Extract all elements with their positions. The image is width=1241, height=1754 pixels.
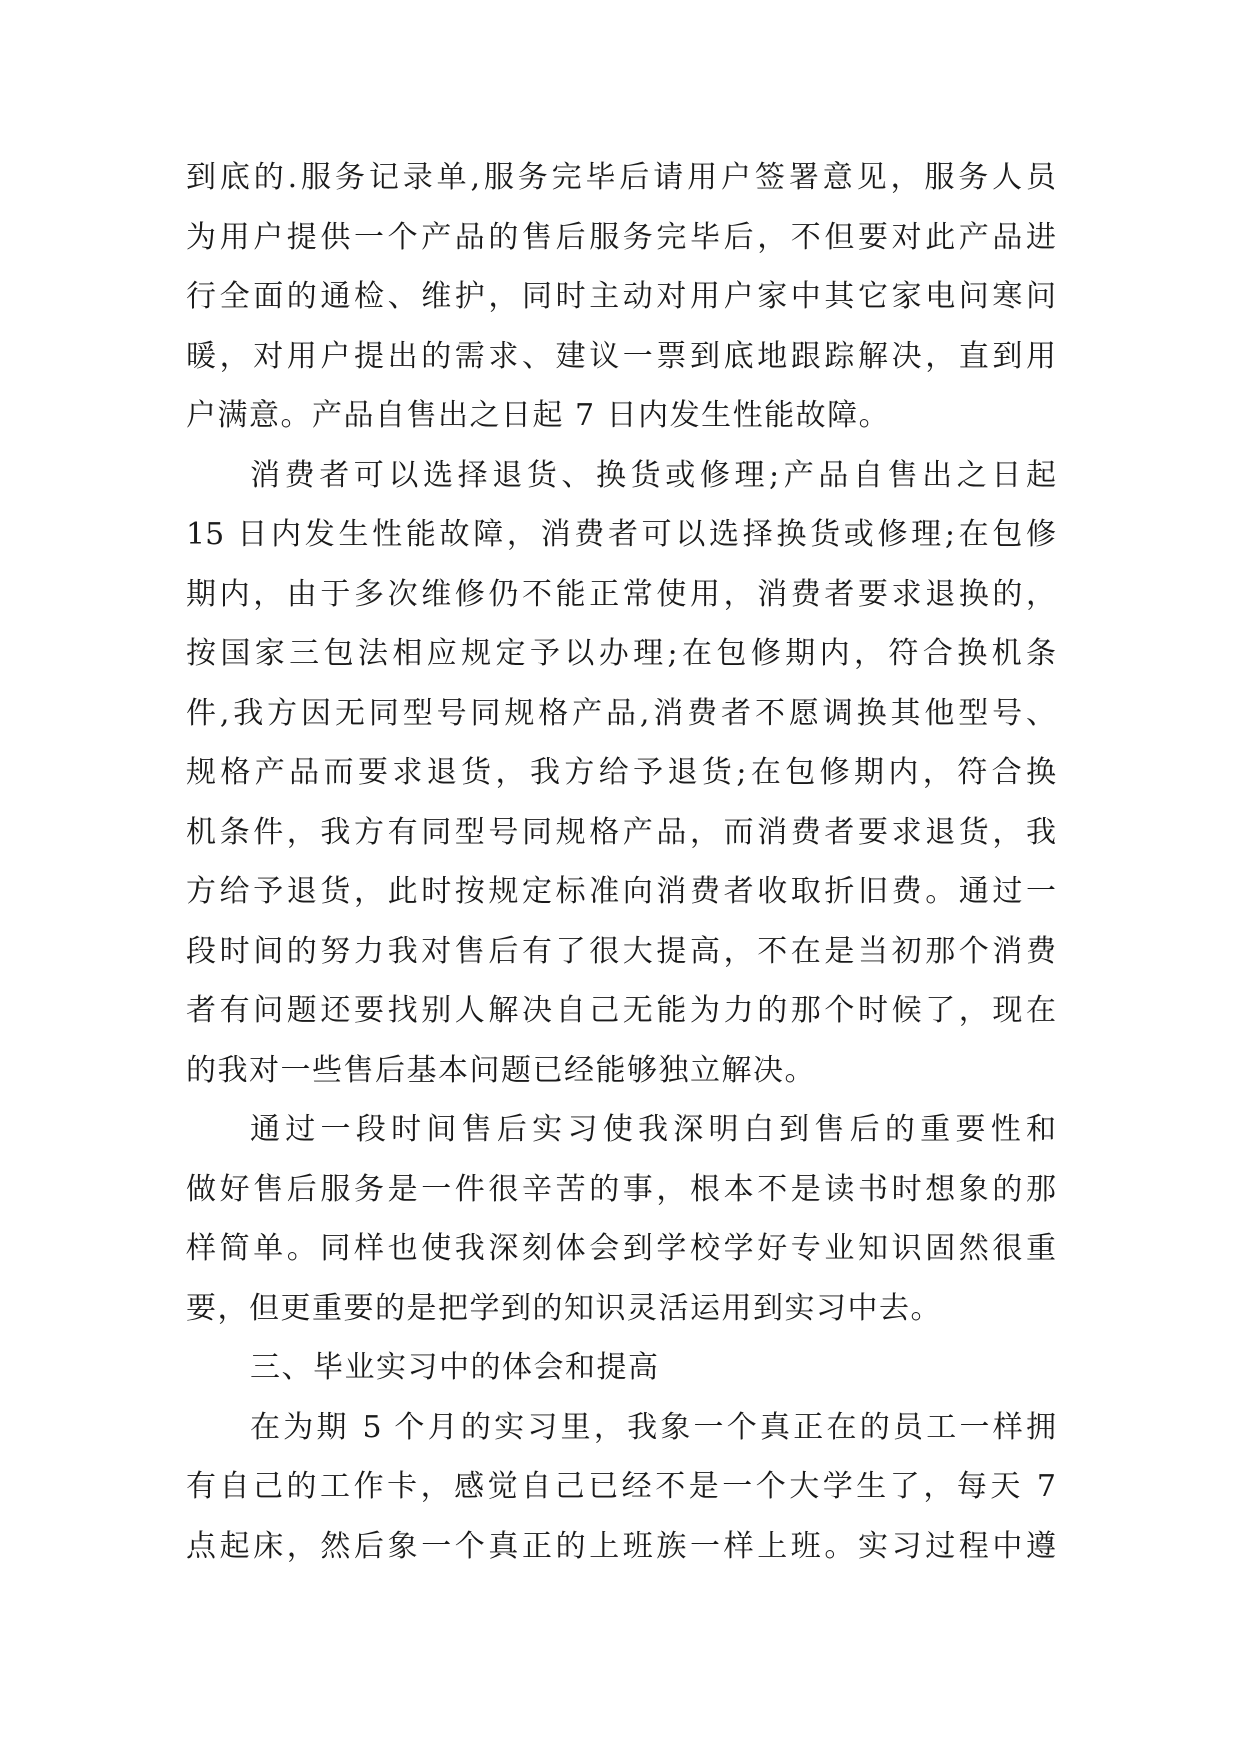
text-line: 通过一段时间售后实习使我深明白到售后的重要性和 — [250, 1112, 1056, 1147]
text-line: 者有问题还要找别人解决自己无能为力的那个时候了，现在 — [186, 993, 1056, 1028]
paragraph — [186, 1100, 1056, 1338]
text-line: 规格产品而要求退货，我方给予退货;在包修期内，符合换 — [186, 755, 1056, 790]
text-line: 15 日内发生性能故障，消费者可以选择换货或修理;在包修 — [186, 517, 1056, 552]
paragraph — [186, 1398, 1056, 1577]
text-line: 样简单。同样也使我深刻体会到学校学好专业知识固然很重 — [186, 1231, 1056, 1266]
text-line: 点起床，然后象一个真正的上班族一样上班。实习过程中遵 — [186, 1528, 1056, 1564]
document-body — [186, 148, 1056, 1576]
text-line: 方给予退货，此时按规定标准向消费者收取折旧费。通过一 — [186, 874, 1056, 909]
text-line: 行全面的通检、维护，同时主动对用户家中其它家电问寒问 — [186, 279, 1056, 314]
text-line: 做好售后服务是一件很辛苦的事，根本不是读书时想象的那 — [186, 1171, 1056, 1207]
paragraph — [186, 446, 1056, 1101]
text-line: 段时间的努力我对售后有了很大提高，不在是当初那个消费 — [186, 933, 1056, 969]
paragraph — [186, 148, 1056, 446]
text-line: 为用户提供一个产品的售后服务完毕后，不但要对此产品进 — [186, 219, 1056, 255]
text-line: 暖，对用户提出的需求、建议一票到底地跟踪解决，直到用 — [186, 338, 1056, 374]
text-line: 期内，由于多次维修仍不能正常使用，消费者要求退换的， — [186, 576, 1056, 612]
text-line: 到底的.服务记录单,服务完毕后请用户签署意见，服务人员 — [186, 160, 1056, 195]
text-line: 按国家三包法相应规定予以办理;在包修期内，符合换机条 — [186, 636, 1056, 671]
section-heading — [186, 1338, 1056, 1398]
text-line: 要，但更重要的是把学到的知识灵活运用到实习中去。 — [186, 1290, 942, 1326]
text-line: 件,我方因无同型号同规格产品,消费者不愿调换其他型号、 — [186, 695, 1056, 731]
text-line: 户满意。产品自售出之日起 7 日内发生性能故障。 — [186, 398, 891, 433]
text-line: 在为期 5 个月的实习里，我象一个真正在的员工一样拥 — [250, 1409, 1056, 1445]
text-line: 有自己的工作卡，感觉自己已经不是一个大学生了，每天 7 — [186, 1469, 1056, 1504]
text-line: 机条件，我方有同型号同规格产品，而消费者要求退货，我 — [186, 814, 1056, 850]
section-heading-text: 三、毕业实习中的体会和提高 — [250, 1350, 660, 1385]
text-line: 的我对一些售后基本问题已经能够独立解决。 — [186, 1052, 816, 1088]
text-line: 消费者可以选择退货、换货或修理;产品自售出之日起 — [250, 457, 1056, 493]
